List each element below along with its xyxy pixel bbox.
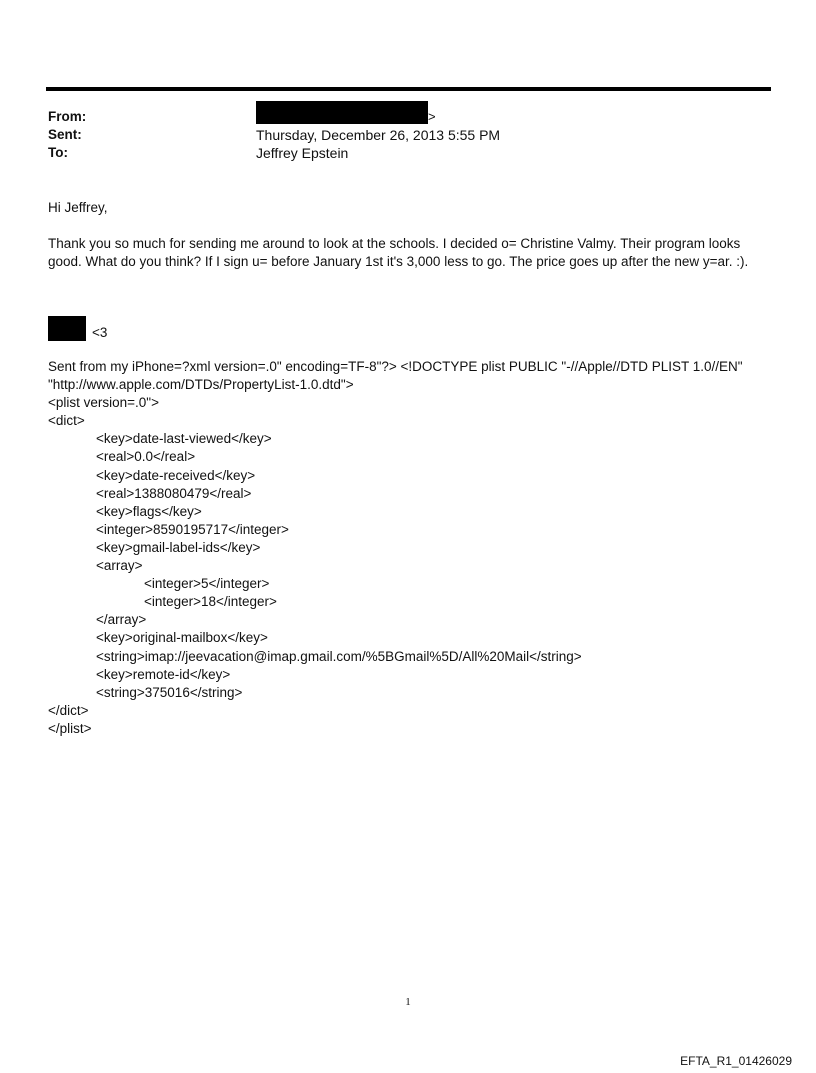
plist-line: <plist version=.0"> xyxy=(48,395,159,411)
sent-label: Sent: xyxy=(48,127,82,142)
sent-from-line: Sent from my iPhone=?xml version=.0" encoding=TF-8"?> <!DOCTYPE plist PUBLIC "-//Apple//DTD PLIST 1.0//EN" xyxy=(48,359,743,374)
redacted-sender xyxy=(256,101,428,124)
plist-line: <key>date-last-viewed</key> xyxy=(96,431,272,447)
plist-line: <key>gmail-label-ids</key> xyxy=(96,539,261,555)
plist-line: <dict> xyxy=(48,413,85,429)
plist-line: <array> xyxy=(96,558,143,574)
plist-line: </dict> xyxy=(48,702,89,718)
to-value: Jeffrey Epstein xyxy=(256,145,349,161)
plist-line: <key>date-received</key> xyxy=(96,467,256,483)
redacted-signature xyxy=(48,316,86,341)
dtd-url-line: "http://www.apple.com/DTDs/PropertyList-1.0.dtd"> xyxy=(48,377,354,393)
to-label: To: xyxy=(48,145,68,160)
greeting: Hi Jeffrey, xyxy=(48,200,108,215)
plist-line: <string>375016</string> xyxy=(96,684,243,700)
header-rule xyxy=(46,87,771,91)
plist-line: <key>flags</key> xyxy=(96,503,202,519)
plist-line: </plist> xyxy=(48,720,92,736)
plist-line: <real>0.0</real> xyxy=(96,449,196,465)
plist-line: <real>1388080479</real> xyxy=(96,485,252,501)
plist-line: <integer>8590195717</integer> xyxy=(96,521,289,537)
page-number: 1 xyxy=(405,996,411,1008)
plist-line: <string>imap://jeevacation@imap.gmail.com/%5BGmail%5D/All%20Mail</string> xyxy=(96,648,582,664)
sent-value: Thursday, December 26, 2013 5:55 PM xyxy=(256,127,501,143)
plist-block xyxy=(48,358,788,738)
bates-number: EFTA_R1_01426029 xyxy=(680,1054,792,1068)
signoff-heart: <3 xyxy=(92,325,108,340)
plist-line: <integer>18</integer> xyxy=(144,594,277,610)
message-paragraph: Thank you so much for sending me around to look at the schools. I decided o= Christine Valmy. Their program looks good. What do you think? If I sign u= before January 1st it's 3,000 less to go. The price goes up after the new y=ar. :). xyxy=(48,236,749,269)
plist-line: <integer>5</integer> xyxy=(144,576,270,592)
plist-line: </array> xyxy=(96,612,147,628)
plist-line: <key>original-mailbox</key> xyxy=(96,630,268,646)
plist-line: <key>remote-id</key> xyxy=(96,666,231,682)
from-suffix: > xyxy=(428,109,436,124)
from-label: From: xyxy=(48,109,87,124)
